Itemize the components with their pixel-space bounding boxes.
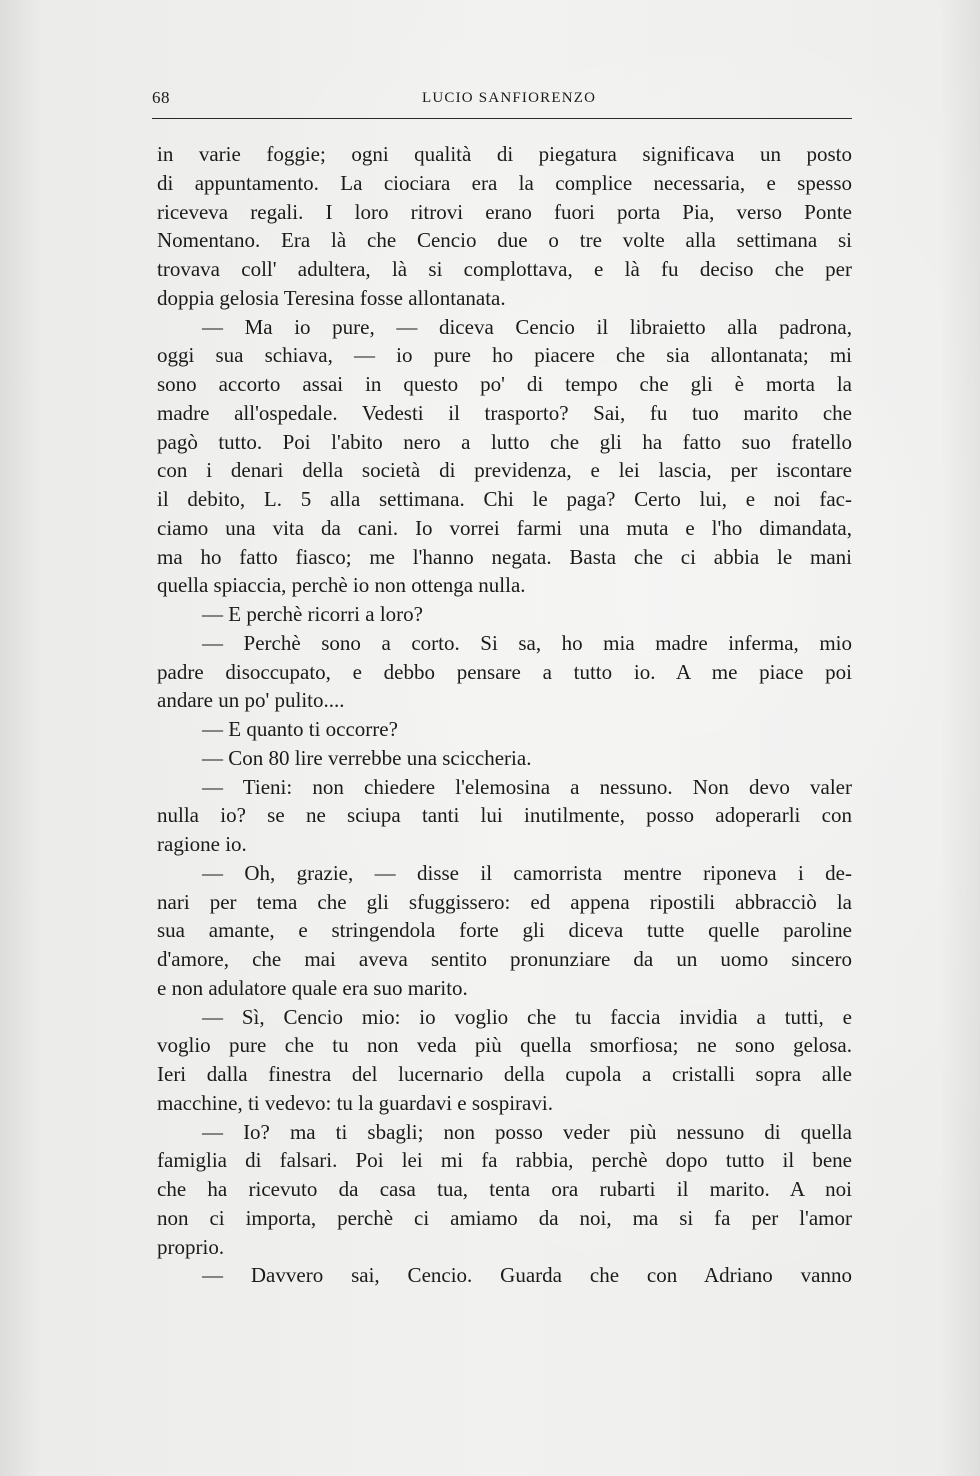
text-line: oggi sua schiava, — io pure ho piacere che sia allontanata; mi — [157, 343, 852, 368]
header-rule — [152, 118, 852, 119]
text-line: con i denari della società di previdenza, e lei lascia, per iscontare — [157, 458, 852, 483]
text-line: e non adulatore quale era suo marito. — [157, 975, 468, 1000]
running-head — [152, 88, 852, 112]
text-line: — E quanto ti occorre? — [202, 717, 398, 741]
text-line: ragione io. — [157, 832, 247, 856]
text-line: doppia gelosia Teresina fosse allontanata. — [157, 285, 506, 310]
text-line: in varie foggie; ogni qualità di piegatura significava un posto — [157, 142, 852, 166]
text-line: trovava coll' adultera, là si complottava, e là fu deciso che per — [157, 257, 852, 281]
text-line: voglio pure che tu non veda più quella smorfiosa; ne sono gelosa. — [157, 1033, 852, 1058]
text-line: di appuntamento. La ciociara era la complice necessaria, e spesso — [157, 170, 852, 195]
text-line: — E perchè ricorri a loro? — [202, 602, 423, 626]
text-line: — Davvero sai, Cencio. Guarda che con Adriano vanno — [202, 1263, 852, 1288]
text-line: nari per tema che gli sfuggissero: ed appena ripostili abbracciò la — [157, 889, 852, 914]
text-line: Ieri dalla finestra del lucernario della cupola a cristalli sopra alle — [157, 1062, 852, 1086]
body-text — [157, 140, 852, 1290]
text-line: sua amante, e stringendola forte gli diceva tutte quelle paroline — [157, 918, 852, 943]
text-line: nulla io? se ne sciupa tanti lui inutilmente, posso adoperarli con — [157, 803, 852, 828]
text-line: non ci importa, perchè ci amiamo da noi, ma si fa per l'amor — [157, 1205, 852, 1230]
text-line: quella spiaccia, perchè io non ottenga nulla. — [157, 573, 526, 598]
text-line: che ha ricevuto da casa tua, tenta ora rubarti il marito. A noi — [157, 1177, 852, 1201]
text-line: sono accorto assai in questo po' di tempo che gli è morta la — [157, 372, 852, 396]
page-number: 68 — [152, 88, 170, 107]
text-line: proprio. — [157, 1234, 225, 1259]
text-line: — Perchè sono a corto. Si sa, ho mia madre inferma, mio — [202, 630, 852, 655]
text-line: il debito, L. 5 alla settimana. Chi le paga? Certo lui, e noi fac- — [157, 487, 852, 511]
text-line: — Ma io pure, — diceva Cencio il libraietto alla padrona, — [202, 314, 852, 339]
running-title: LUCIO SANFIORENZO — [422, 90, 597, 106]
text-line: ciamo una vita da cani. Io vorrei farmi una muta e l'ho dimandata, — [157, 515, 852, 540]
text-line: madre all'ospedale. Vedesti il trasporto? Sai, fu tuo marito che — [157, 400, 852, 425]
text-line: macchine, ti vedevo: tu la guardavi e sospiravi. — [157, 1090, 553, 1115]
text-line: pagò tutto. Poi l'abito nero a lutto che gli ha fatto suo fratello — [157, 429, 852, 454]
text-line: famiglia di falsari. Poi lei mi fa rabbia, perchè dopo tutto il bene — [157, 1148, 852, 1173]
text-line: ma ho fatto fiasco; me l'hanno negata. Basta che ci abbia le mani — [157, 544, 852, 569]
text-line: riceveva regali. I loro ritrovi erano fuori porta Pia, verso Ponte — [157, 199, 852, 224]
text-line: — Io? ma ti sbagli; non posso veder più nessuno di quella — [202, 1119, 852, 1144]
text-line: Nomentano. Era là che Cencio due o tre volte alla settimana si — [157, 228, 852, 253]
text-line: — Sì, Cencio mio: io voglio che tu faccia invidia a tutti, e — [202, 1004, 852, 1029]
text-line: — Con 80 lire verrebbe una sciccheria. — [202, 745, 532, 770]
text-line: — Oh, grazie, — disse il camorrista mentre riponeva i de- — [202, 860, 852, 885]
text-line: d'amore, che mai aveva sentito pronunziare da un uomo sincero — [157, 947, 852, 971]
text-line: padre disoccupato, e debbo pensare a tutto io. A me piace poi — [157, 659, 852, 684]
text-line: andare un po' pulito.... — [157, 688, 345, 713]
text-line: — Tieni: non chiedere l'elemosina a nessuno. Non devo valer — [202, 774, 852, 799]
